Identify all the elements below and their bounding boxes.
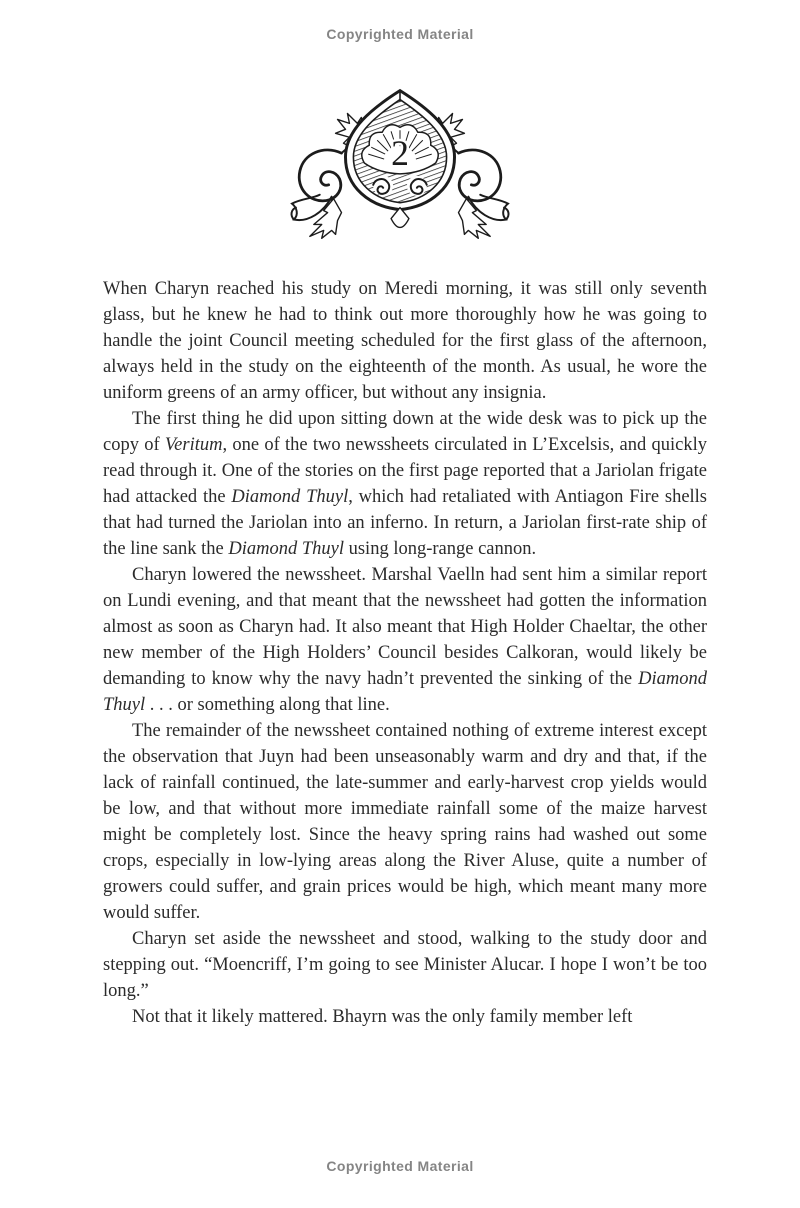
- paragraph: [103, 1004, 707, 1030]
- chapter-number: 2: [391, 133, 409, 173]
- paragraph: [103, 562, 707, 718]
- text-run: The first thing he did upon sitting down at the wide desk was to pick up the copy of: [103, 409, 707, 455]
- body-text: [103, 276, 707, 1030]
- paragraph: [103, 718, 707, 926]
- text-run: When Charyn reached his study on Meredi morning, it was still only seventh glass, but he knew he had to think out more thoroughly how he was going to handle the joint Council meeting scheduled for the first glass of the afternoon, always held in the study on the eighteenth of the month. As usual, he wore the uniform greens of an army officer, but without any insignia.: [103, 279, 707, 403]
- copyright-notice-top: Copyrighted Material: [326, 26, 474, 42]
- copyright-notice-bottom: Copyrighted Material: [326, 1158, 474, 1174]
- italic-text: Diamond Thuyl: [228, 539, 344, 559]
- bottom-finial: [391, 208, 409, 228]
- paragraph: [103, 926, 707, 1004]
- text-run: , which had retaliated with Antiagon Fire shells that had turned the Jariolan into an inferno. In return, a Jariolan first-rate ship of the line sank the: [103, 487, 708, 559]
- text-run: Not that it likely mattered. Bhayrn was the only family member left: [132, 1007, 633, 1027]
- paragraph: [103, 406, 707, 562]
- chapter-ornament-engraving: [288, 88, 512, 242]
- italic-text: Diamond Thuyl: [231, 487, 349, 507]
- italic-text: Veritum: [164, 435, 223, 455]
- text-run: . . . or something along that line.: [145, 695, 390, 715]
- text-run: The remainder of the newssheet contained nothing of extreme interest except the observation that Juyn had been unseasonably warm and dry and that, if the lack of rainfall continued, the late-summer and early-harvest crop yields would be low, and that without more immediate rainfall some of the maize harvest might be completely lost. Since the heavy spring rains had washed out some crops, especially in low-lying areas along the River Aluse, quite a number of growers could suffer, and grain prices would be high, which meant many more would suffer.: [103, 721, 707, 923]
- text-run: Charyn lowered the newssheet. Marshal Vaelln had sent him a similar report on Lundi evening, and that meant that the newssheet had gotten the information almost as soon as Charyn had. It also meant that High Holder Chaeltar, the other new member of the High Holders’ Council besides Calkoran, would likely be demanding to know why the navy hadn’t prevented the sinking of the: [103, 565, 707, 689]
- text-run: Charyn set aside the newssheet and stood, walking to the study door and stepping out. “Moencriff, I’m going to see Minister Alucar. I hope I won’t be too long.”: [103, 929, 707, 1001]
- italic-text: Diamond Thuyl: [103, 669, 707, 715]
- paragraph: [103, 276, 707, 406]
- text-run: using long-range cannon.: [343, 539, 537, 559]
- chapter-ornament: [0, 88, 800, 242]
- text-run: , one of the two newssheets circulated in L’Excelsis, and quickly read through it. One of the stories on the first page reported that a Jariolan frigate had attacked the: [103, 435, 707, 507]
